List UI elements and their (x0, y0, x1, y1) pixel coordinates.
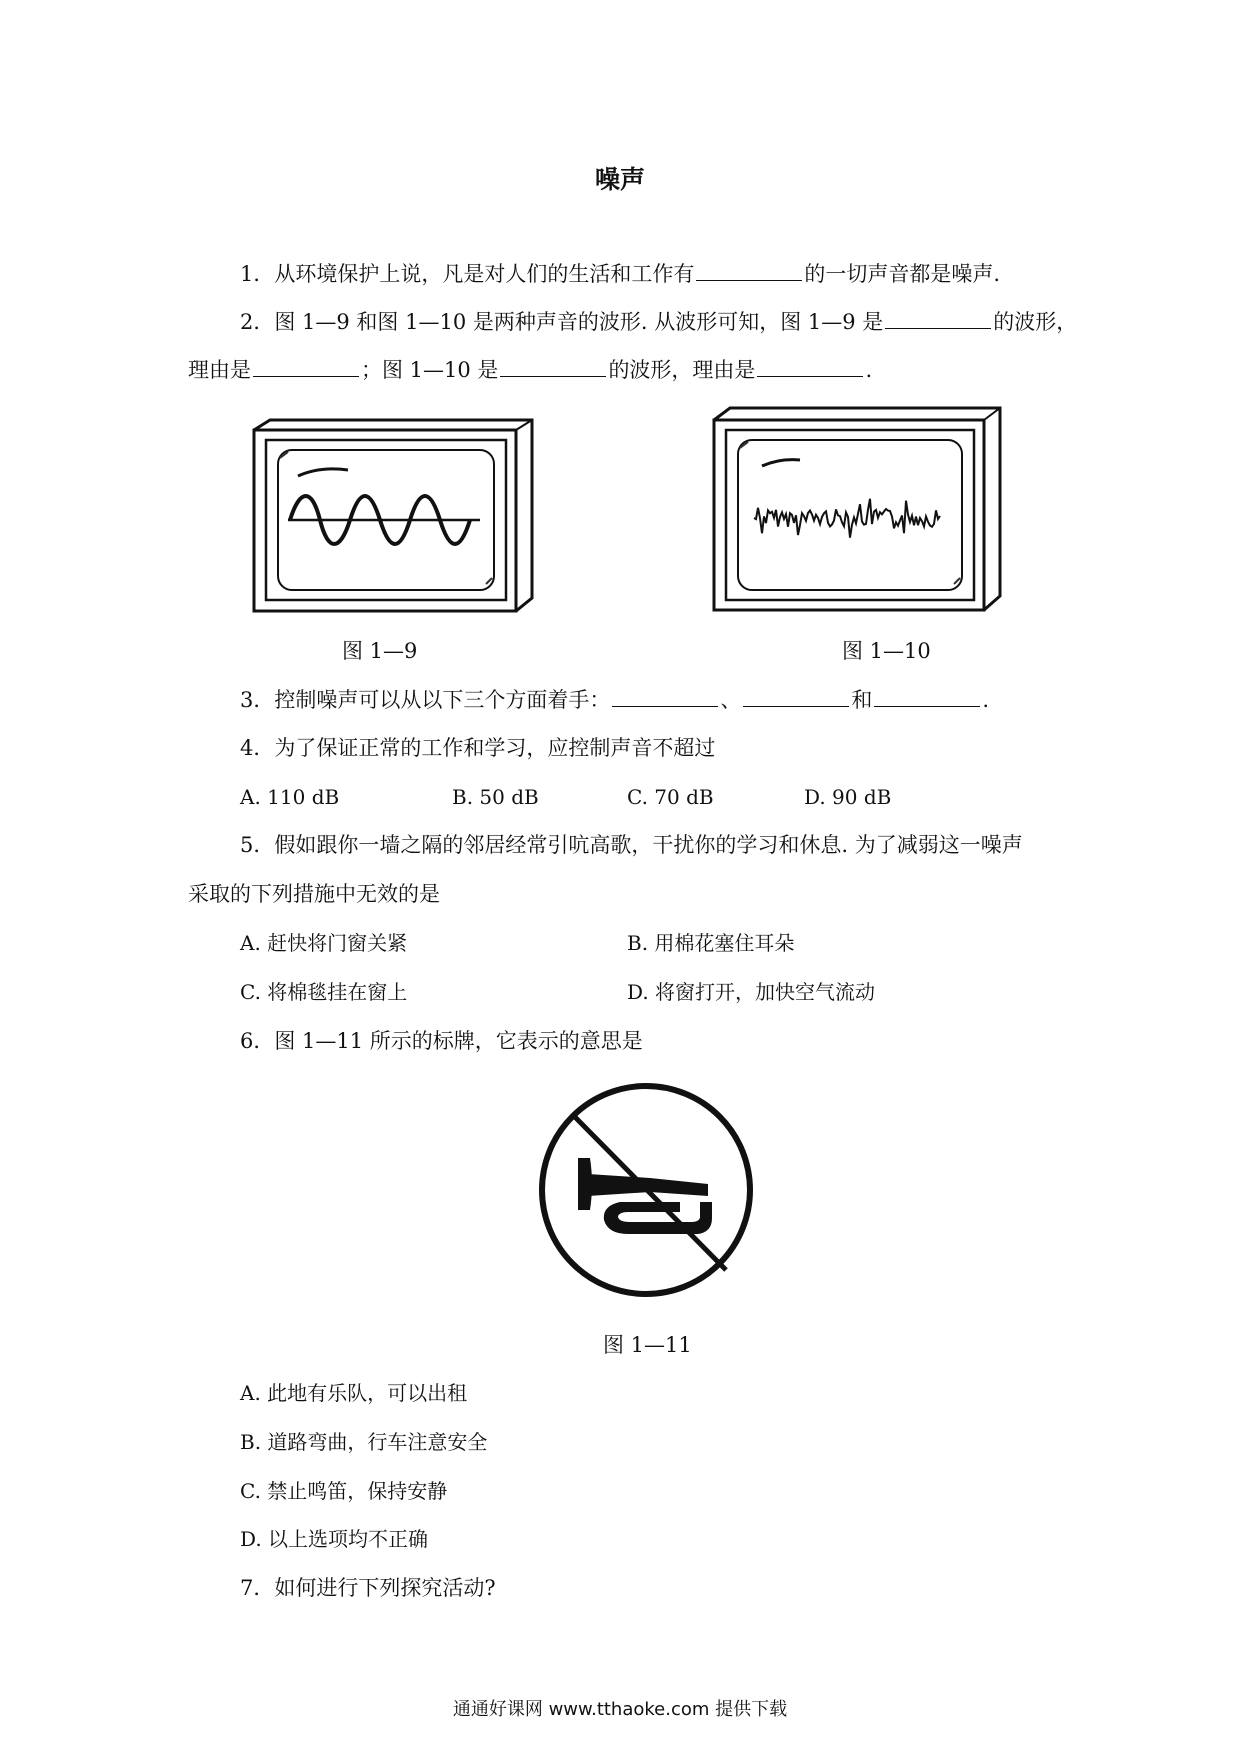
question-5-option-c[interactable]: C. 将棉毯挂在窗上 (240, 980, 408, 1004)
answer-blank[interactable] (253, 354, 359, 377)
question-3 (240, 684, 989, 715)
figure-1-9-sine-wave-oscilloscope (240, 408, 540, 618)
answer-blank[interactable] (757, 354, 863, 377)
question-1-text-before: 1．从环境保护上说，凡是对人们的生活和工作有 (240, 262, 695, 286)
question-3-text: 3．控制噪声可以从以下三个方面着手： (240, 688, 611, 712)
answer-blank[interactable] (612, 684, 718, 707)
question-5-line-2: 采取的下列措施中无效的是 (188, 882, 440, 906)
answer-blank[interactable] (874, 684, 980, 707)
question-5-option-b[interactable]: B. 用棉花塞住耳朵 (627, 931, 795, 955)
question-3-text: 、 (720, 688, 742, 712)
figure-1-9-caption: 图 1—9 (342, 639, 418, 663)
no-horn-sign-icon (530, 1074, 762, 1306)
question-6-option-b[interactable]: B. 道路弯曲，行车注意安全 (240, 1430, 488, 1454)
answer-blank[interactable] (500, 354, 606, 377)
question-4-option-b[interactable]: B. 50 dB (452, 785, 539, 809)
page-footer: 通通好课网 www.tthaoke.com 提供下载 (452, 1699, 788, 1720)
figure-1-11-caption: 图 1—11 (603, 1333, 692, 1357)
question-4: 4．为了保证正常的工作和学习，应控制声音不超过 (240, 736, 716, 760)
question-2-text: 的波形，理由是 (608, 358, 756, 382)
question-6: 6．图 1—11 所示的标牌，它表示的意思是 (240, 1029, 643, 1053)
question-2-text: ；图 1—10 是 (361, 358, 499, 382)
question-3-text: . (982, 688, 990, 712)
question-1 (240, 258, 1000, 289)
question-2-line-1 (240, 306, 1077, 337)
answer-blank[interactable] (696, 258, 802, 281)
figure-1-10-caption: 图 1—10 (842, 639, 931, 663)
question-2-text: 理由是 (188, 358, 251, 382)
question-5-line-1: 5．假如跟你一墙之隔的邻居经常引吭高歌，干扰你的学习和休息. 为了减弱这一噪声 (240, 833, 1023, 857)
question-2-text: 2．图 1—9 和图 1—10 是两种声音的波形. 从波形可知，图 1—9 是 (240, 310, 884, 334)
question-6-option-d[interactable]: D. 以上选项均不正确 (240, 1527, 429, 1551)
question-4-option-a[interactable]: A. 110 dB (240, 785, 340, 809)
question-2-line-2 (188, 354, 872, 385)
question-1-text-after: 的一切声音都是噪声. (804, 262, 1001, 286)
question-4-option-d[interactable]: D. 90 dB (804, 785, 892, 809)
answer-blank[interactable] (743, 684, 849, 707)
answer-blank[interactable] (885, 306, 991, 329)
question-6-option-a[interactable]: A. 此地有乐队，可以出租 (240, 1381, 468, 1405)
question-6-option-c[interactable]: C. 禁止鸣笛，保持安静 (240, 1479, 448, 1503)
question-3-text: 和 (851, 688, 873, 712)
question-4-option-c[interactable]: C. 70 dB (627, 785, 714, 809)
question-2-text: . (865, 358, 873, 382)
question-5-option-d[interactable]: D. 将窗打开，加快空气流动 (627, 980, 876, 1004)
question-7: 7．如何进行下列探究活动? (240, 1576, 496, 1600)
page-title: 噪声 (594, 165, 645, 194)
question-2-text: 的波形， (993, 310, 1078, 334)
question-5-option-a[interactable]: A. 赶快将门窗关紧 (240, 931, 408, 955)
figure-1-10-noise-wave-oscilloscope (700, 396, 1010, 618)
